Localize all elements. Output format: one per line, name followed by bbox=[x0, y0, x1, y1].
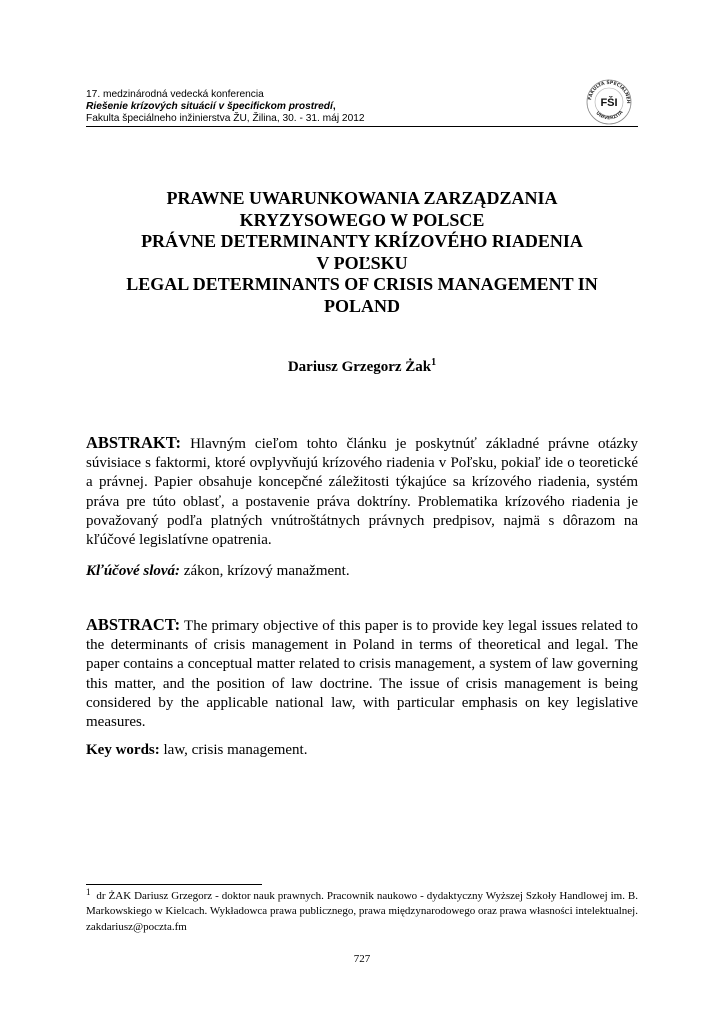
title-line: POLAND bbox=[324, 295, 400, 316]
header-title-suffix: , bbox=[332, 101, 336, 112]
klucove-text: zákon, krízový manažment. bbox=[183, 563, 350, 579]
abstrakt-label: ABSTRAKT: bbox=[86, 433, 182, 452]
seal-center-text: FŠI bbox=[600, 97, 618, 109]
page-number: 727 bbox=[353, 953, 371, 965]
keywords-label: Key words: bbox=[86, 742, 160, 758]
klucove-slova bbox=[86, 562, 638, 581]
title-line: PRAWNE UWARUNKOWANIA ZARZĄDZANIA bbox=[166, 188, 558, 208]
author-name bbox=[86, 358, 638, 376]
title-line: V POĽSKU bbox=[316, 252, 408, 273]
abstract-text: The primary objective of this paper is to provide key legal issues related to the determinants of crisis management in Poland in terms of theoretical and legal. The paper contains a conceptual matter related to crisis management, a system of law governing this matter, and the position of law doctrine. The issue of crisis management is being considered by the applicable national law, with particular emphasis on key legislative measures. bbox=[86, 618, 638, 731]
keywords-text: law, crisis management. bbox=[163, 742, 308, 758]
footnote bbox=[86, 889, 638, 935]
header-line-conference: 17. medzinárodná vedecká konferencia bbox=[86, 89, 264, 100]
abstract-paragraph bbox=[86, 615, 638, 732]
conference-header bbox=[86, 89, 638, 125]
key-words bbox=[86, 741, 638, 760]
footnote-divider bbox=[86, 884, 262, 885]
abstrakt-text: Hlavným cieľom tohto článku je poskytnúť základné právne otázky súvisiace s faktormi, ktoré ovplyvňujú krízového riadenia v Poľsku, pokiaľ ide o teoretické a právnej. Papier obsahuje koncepčné záležitosti týkajúce sa krízového riadenia, systém práva pre túto oblasť, a postavenie práva doktríny. Problematika krízového riadenia je považovaný podľa platných vnútroštátnych právnych predpisov, najmä s dôrazom na kľúčové legislatívne opatrenia. bbox=[86, 436, 639, 549]
abstract-label: ABSTRACT: bbox=[86, 615, 181, 634]
klucove-label: Kľúčové slová: bbox=[86, 563, 181, 579]
university-seal-icon bbox=[583, 78, 635, 126]
title-line: PRÁVNE DETERMINANTY KRÍZOVÉHO RIADENIA bbox=[141, 231, 583, 252]
seal-ring-bottom-text: UNIVERZITA bbox=[594, 110, 625, 122]
paper-title bbox=[86, 188, 638, 318]
title-line: KRYZYSOWEGO W POLSCE bbox=[239, 209, 485, 230]
title-line: LEGAL DETERMINANTS OF CRISIS MANAGEMENT IN bbox=[126, 274, 598, 295]
header-line-faculty: Fakulta špeciálneho inžinierstva ŽU, Žilina, 30. - 31. máj 2012 bbox=[86, 113, 365, 124]
header-divider bbox=[86, 126, 638, 127]
header-line-title bbox=[86, 101, 638, 113]
author-footnote-mark: 1 bbox=[431, 357, 437, 368]
footnote-mark: 1 bbox=[86, 887, 91, 897]
author-name-text: Dariusz Grzegorz Żak bbox=[287, 359, 432, 375]
header-title-text: Riešenie krízových situácií v špecifickom prostredí bbox=[86, 101, 333, 112]
footnote-text: dr ŻAK Dariusz Grzegorz - doktor nauk prawnych. Pracownik naukowo - dydaktyczny Wyższej Szkoły Handlowej im. B. Markowskiego w Kielcach. Wykładowca prawa publicznego, prawa międzynarodowego oraz prawa własności intelektualnej. zakdariusz@poczta.fm bbox=[86, 890, 639, 933]
abstrakt-paragraph bbox=[86, 433, 638, 550]
seal-ring-top-text: FAKULTA ŠPECIÁLNEH bbox=[588, 80, 631, 104]
